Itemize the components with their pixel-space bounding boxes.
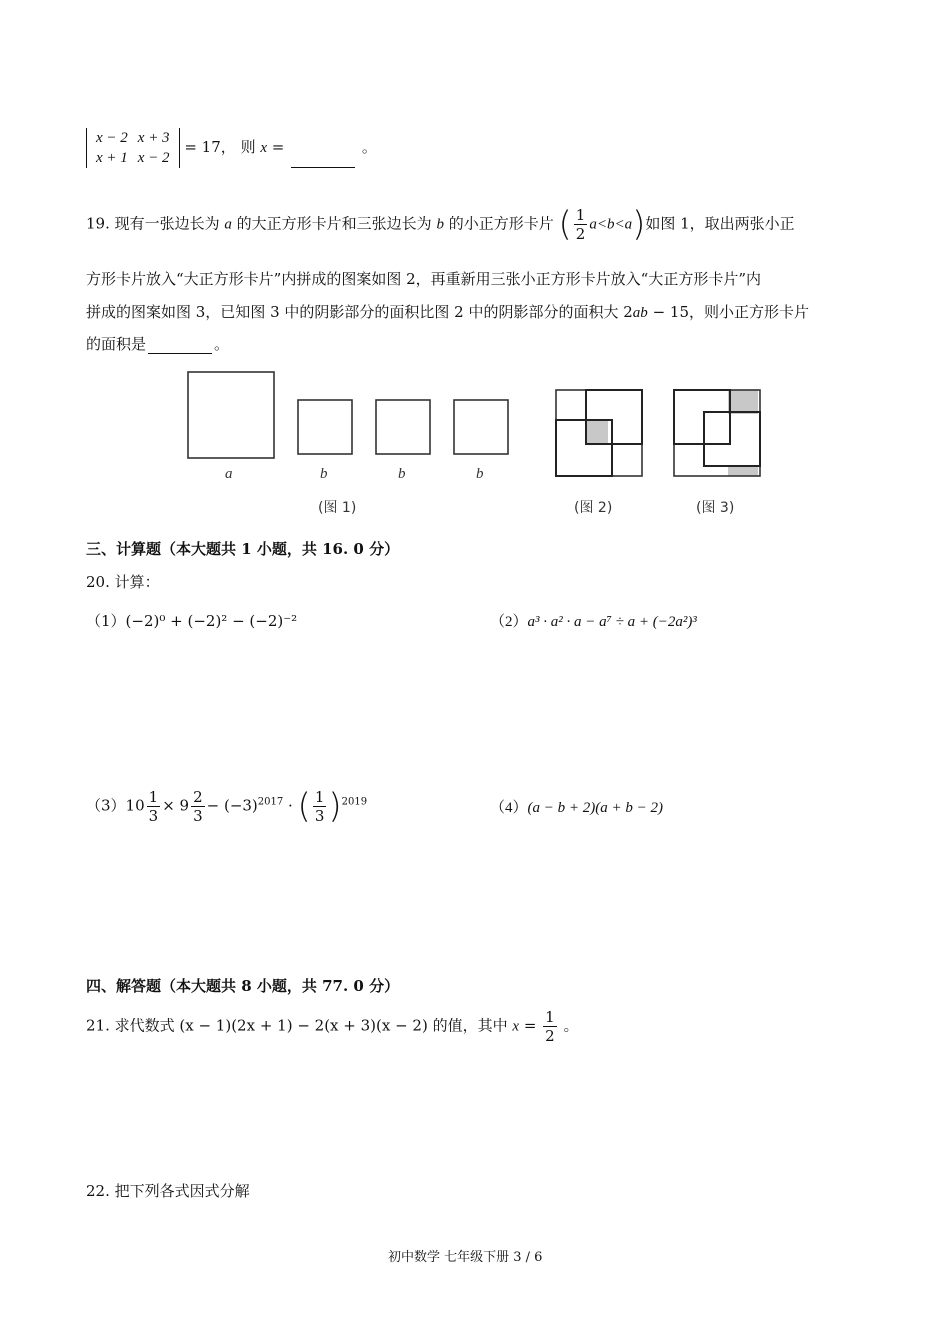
caption-fig-3: (图 3) (696, 500, 735, 516)
q19-text: 的面积是 (86, 335, 147, 353)
det-cell: x − 2 (96, 130, 128, 146)
answer-blank (148, 339, 212, 354)
q21-text: 21. 求代数式 (x − 1)(2x + 1) − 2(x + 3)(x − 2) 的值，其中 (86, 1016, 513, 1035)
fraction-half (543, 1008, 557, 1045)
var-ab: ab (632, 305, 648, 321)
small-square-b3 (454, 400, 508, 454)
q19-line-3 (86, 301, 809, 322)
minus-neg3: − (−3) (206, 796, 258, 815)
frac-den: 3 (193, 807, 203, 825)
q18-determinant-line (86, 128, 377, 168)
left-paren: ( (558, 204, 572, 245)
frac-den: 2 (545, 1027, 555, 1045)
dot: · (283, 796, 298, 815)
frac-den: 3 (148, 807, 159, 825)
exponent: 2017 (257, 796, 284, 808)
small-square-b1 (298, 400, 352, 454)
part-expression: a³ · a² · a − a⁷ ÷ a + (−2a²)³ (527, 614, 697, 630)
part-label: （4） (490, 800, 528, 816)
frac-den: 2 (575, 225, 586, 243)
page-footer: 初中数学 七年级下册 3 / 6 (388, 1250, 543, 1265)
small-square-b2 (376, 400, 430, 454)
fraction (147, 788, 161, 825)
q20-part-2 (490, 610, 697, 631)
figure-2 (556, 390, 642, 476)
condition: a<b<a (589, 216, 633, 233)
big-square-a (188, 372, 274, 458)
det-cell: x − 2 (137, 150, 170, 166)
label-b: b (320, 466, 328, 482)
q19-text: − 15，则小正方形卡片 (647, 303, 809, 321)
q19-line-4 (86, 333, 229, 354)
q19-text: 拼成的图案如图 3，已知图 3 中的阴影部分的面积比图 2 中的阴影部分的面积大 2 (86, 303, 633, 321)
var-b: b (436, 216, 444, 233)
answer-blank (291, 153, 355, 168)
q20-stem: 20. 计算： (86, 573, 160, 591)
shaded-region (586, 420, 608, 444)
exponent: 2019 (341, 796, 368, 808)
part-expression: (a − b + 2)(a + b − 2) (527, 800, 663, 816)
period: 。 (558, 1016, 579, 1035)
equals: = (271, 138, 290, 156)
q20-part-4 (490, 796, 663, 817)
caption-fig-1: (图 1) (318, 500, 357, 516)
q19-text: 如图 1，取出两张小正 (645, 214, 795, 233)
label-a: a (225, 466, 233, 482)
q21-line (86, 1008, 578, 1045)
section-4-title: 四、解答题（本大题共 8 小题，共 77. 0 分） (86, 977, 400, 995)
q22-text: 22. 把下列各式因式分解 (86, 1182, 250, 1200)
period: 。 (214, 335, 230, 353)
frac-num: 1 (575, 206, 586, 224)
part-expression: (−2)⁰ + (−2)² − (−2)⁻² (125, 612, 298, 630)
part-label: （1） (86, 612, 126, 630)
q19-text: 的小正方形卡片 (443, 214, 554, 233)
q20-part-3 (86, 788, 367, 825)
frac-den: 3 (314, 807, 325, 825)
det-cell: x + 1 (96, 150, 128, 166)
figure-3 (674, 390, 760, 476)
q19-line-2: 方形卡片放入“大正方形卡片”内拼成的图案如图 2，再重新用三张小正方形卡片放入“大正方形卡片”内 (86, 270, 761, 288)
part-label: （3） (86, 796, 126, 815)
q19-text: 19. 现有一张边长为 (86, 214, 225, 233)
fraction (191, 788, 205, 825)
shaded-region (728, 466, 758, 476)
q19-line-1 (86, 206, 795, 243)
mixed-whole: 10 (125, 796, 145, 815)
period: 。 (361, 138, 377, 156)
right-paren: ) (328, 786, 342, 827)
var-x: x (512, 1018, 520, 1035)
q19-text: 的大正方形卡片和三张边长为 (231, 214, 437, 233)
equals: = (519, 1016, 542, 1035)
frac-num: 1 (148, 788, 159, 806)
var-a: a (224, 216, 232, 233)
label-b: b (398, 466, 406, 482)
part-label: （2） (490, 614, 528, 630)
frac-num: 1 (314, 788, 325, 806)
frac-num: 2 (193, 788, 203, 806)
section-3-title: 三、计算题（本大题共 1 小题，共 16. 0 分） (86, 540, 400, 558)
square-cards-figure (170, 362, 780, 522)
then-text: 则 (240, 138, 261, 156)
det-cell: x + 3 (137, 130, 170, 146)
left-paren: ( (297, 786, 311, 827)
label-b: b (476, 466, 484, 482)
caption-fig-2: (图 2) (574, 500, 613, 516)
var-x: x (260, 140, 268, 156)
frac-num: 1 (545, 1008, 555, 1026)
determinant (86, 128, 180, 168)
fraction (313, 788, 327, 825)
shaded-region (728, 390, 758, 414)
times-nine: × 9 (162, 796, 190, 815)
right-paren: ) (632, 204, 646, 245)
q20-part-1 (86, 610, 297, 631)
fraction-half (574, 206, 588, 243)
det-equals: = 17， (184, 138, 236, 156)
